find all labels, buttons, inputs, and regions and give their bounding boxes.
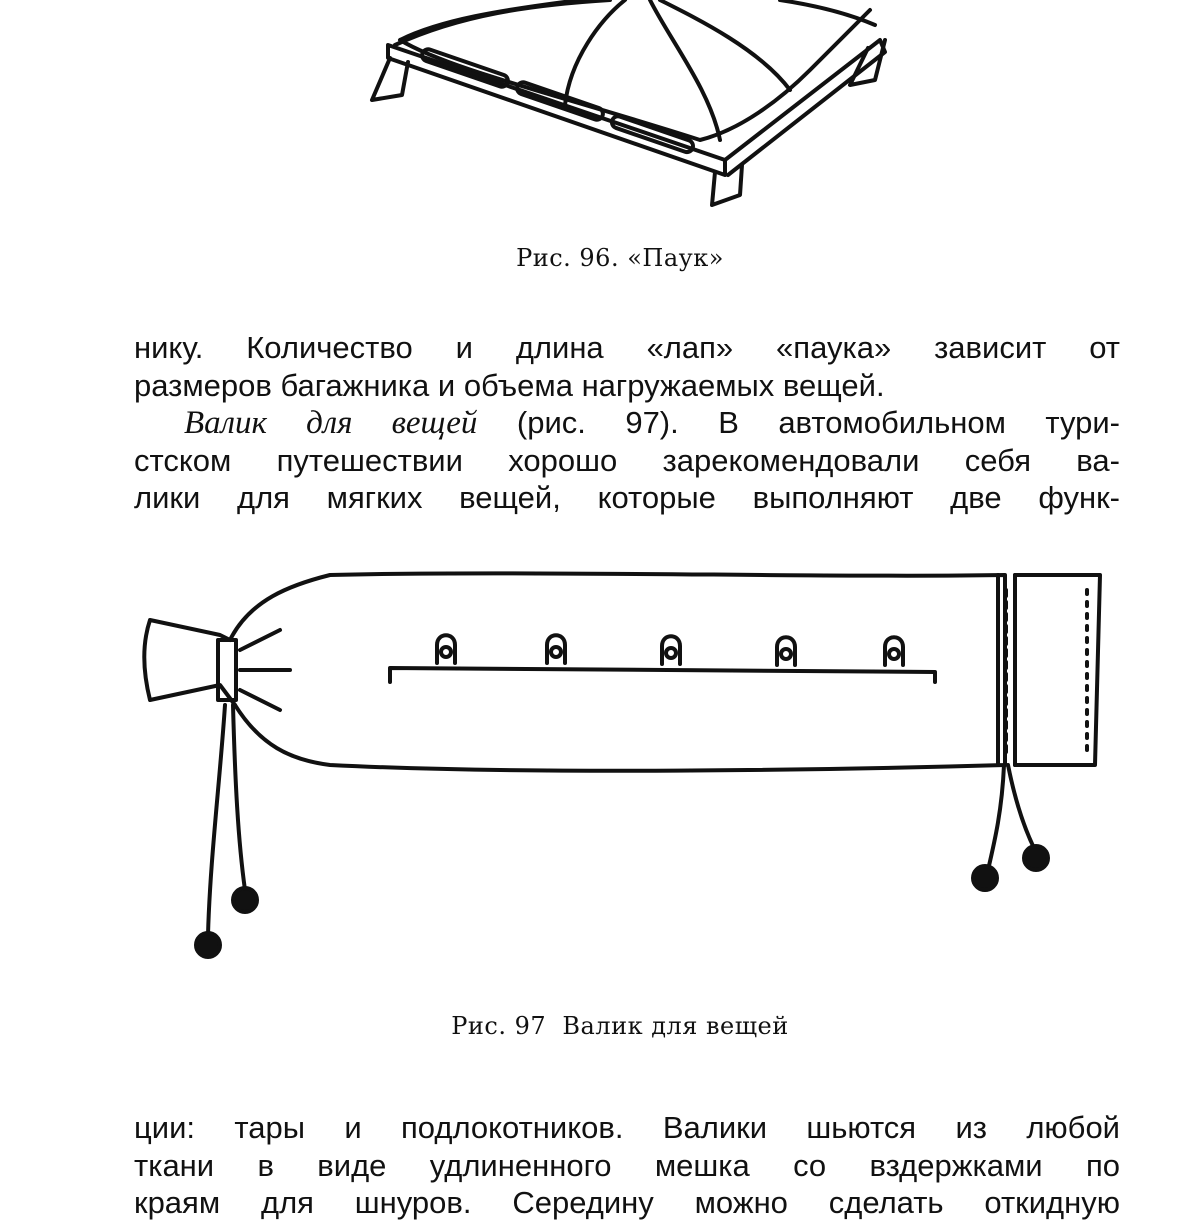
cord-pompom [973,866,997,890]
text-line: ткани в виде удлиненного мешка со вздержками по [134,1147,1120,1183]
gather-line [240,690,280,710]
text-line: краям для шнуров. Середину можно сделать откидную [134,1185,1120,1220]
cord-pompom [233,888,257,912]
drawstring-cord [988,765,1004,870]
drawstring-cord [1008,765,1035,850]
text-line: нику. Количество и длина «лап» «паука» зависит от [134,330,1120,365]
flap-edge [390,668,935,682]
bolster-bag-icon [130,560,1120,980]
flap-button [781,649,791,659]
cord-pompom [196,933,220,957]
figure-97-caption: Рис. 97 Валик для вещей [451,1012,789,1040]
paragraph-3 [134,1109,1120,1222]
drawstring-cord [208,705,225,935]
spider-arm [395,0,610,45]
spider-luggage-net-icon [360,0,900,220]
flap-button [889,649,899,659]
text-line [134,404,1120,442]
cord-pompom [1024,846,1048,870]
frame-foot [850,40,885,85]
spider-arm [565,0,625,105]
text-line: стском путешествии хорошо зарекомендовали себя ва- [134,442,1120,478]
text-line: лики для мягких вещей, которые выполняют две функ- [134,480,1120,515]
paragraph-1 [134,329,1120,404]
spider-arm [780,0,875,25]
flap-button [441,647,451,657]
drawstring-knot [218,640,236,700]
figure-96-caption: Рис. 96. «Паук» [516,244,724,272]
flap-button [666,648,676,658]
paragraph-2 [134,404,1120,517]
drawstring-cord [233,705,245,890]
text-line: размеров багажника и объема нагружаемых вещей. [134,367,885,403]
spider-arm [650,0,720,140]
spider-arm [660,0,790,90]
text-span: (рис. 97). В автомобильном тури- [477,405,1120,440]
text-line: ции: тары и подлокотников. Валики шьются из любой [134,1110,1120,1145]
italic-term: Валик для вещей [184,405,478,441]
gather-line [240,630,280,650]
flap-button [551,647,561,657]
bag-gathered-end [144,620,235,705]
